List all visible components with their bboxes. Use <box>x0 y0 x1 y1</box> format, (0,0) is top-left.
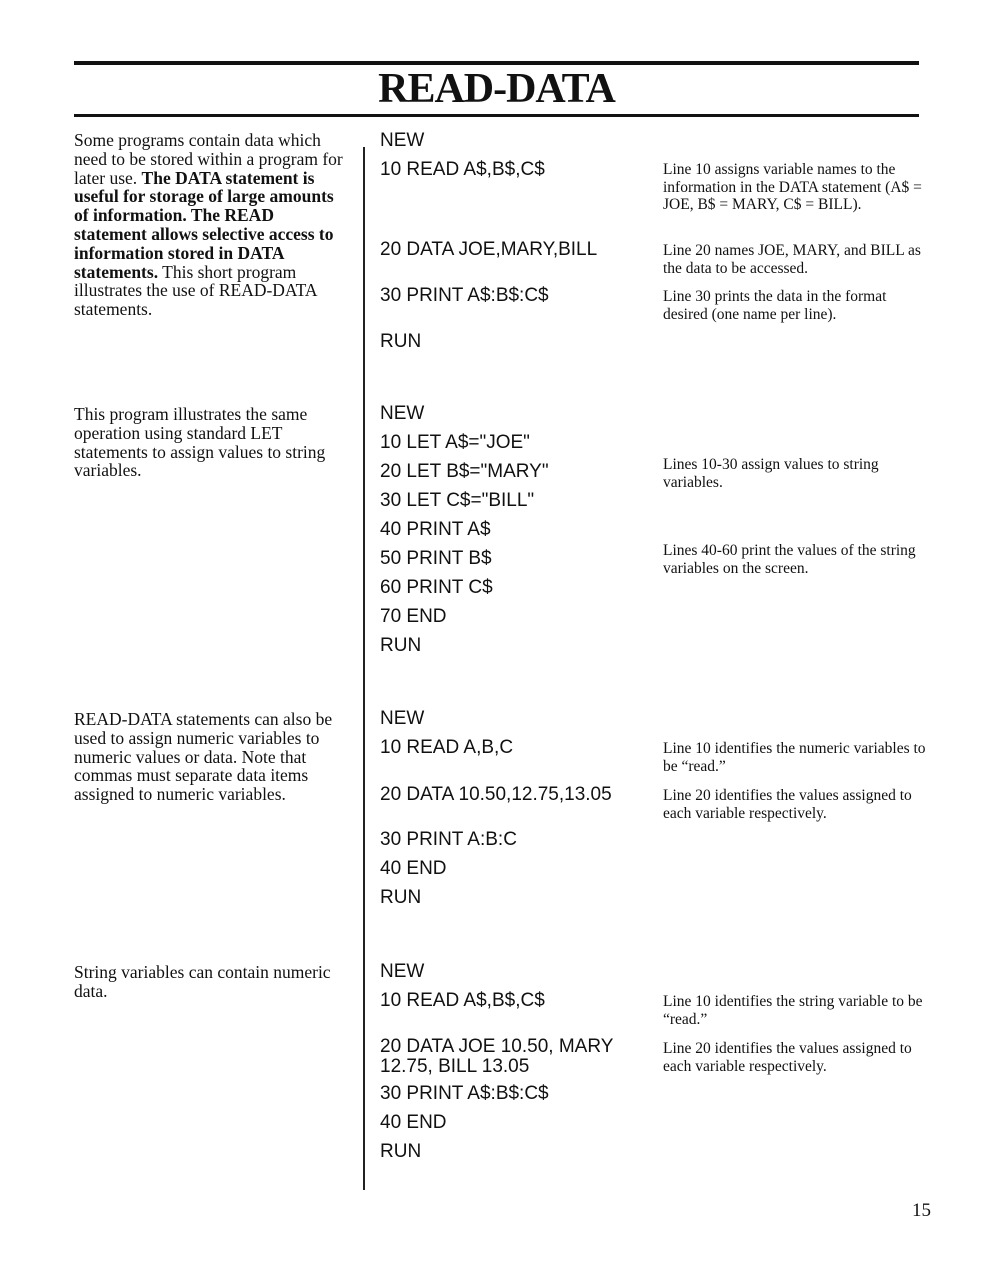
code-line: 20 DATA JOE,MARY,BILL <box>380 239 598 260</box>
section-2-description: This program illustrates the same operation using standard LET statements to assign values to string variables. <box>74 404 326 481</box>
code-line: 10 READ A$,B$,C$ <box>380 990 545 1011</box>
code-line: 30 PRINT A:B:C <box>380 829 517 850</box>
section-2-note: Lines 10-30 assign values to string variables. <box>663 456 879 491</box>
code-line: 70 END <box>380 606 447 627</box>
code-line: 10 READ A$,B$,C$ <box>380 159 545 180</box>
code-line: NEW <box>380 961 425 982</box>
code-line: 40 PRINT A$ <box>380 519 491 540</box>
page-number: 15 <box>912 1200 931 1221</box>
section-3-note: Line 20 identifies the values assigned to each variable respectively. <box>663 787 912 822</box>
code-line: RUN <box>380 887 422 908</box>
section-4-note: Line 20 identifies the values assigned to each variable respectively. <box>663 1040 912 1075</box>
code-line: 60 PRINT C$ <box>380 577 493 598</box>
header-bottom-rule <box>74 114 919 117</box>
code-line: 20 LET B$="MARY" <box>380 461 549 482</box>
code-line: 10 LET A$="JOE" <box>380 432 530 453</box>
section-1-note: Line 20 names JOE, MARY, and BILL as the data to be accessed. <box>663 242 921 277</box>
code-line: NEW <box>380 708 425 729</box>
section-1-text-intro: Some programs contain data which need to be stored within a program for later use. <box>74 130 343 188</box>
code-line: 20 DATA 10.50,12.75,13.05 <box>380 784 612 805</box>
code-line: 30 PRINT A$:B$:C$ <box>380 1083 549 1104</box>
section-1-text-bold: The DATA statement is useful for storage of large amounts of information. The READ statement allows selective access to information stored in DATA statements. <box>74 167 334 282</box>
code-line: NEW <box>380 403 425 424</box>
code-line: NEW <box>380 130 425 151</box>
code-line: 50 PRINT B$ <box>380 548 492 569</box>
section-1-note: Line 30 prints the data in the format desired (one name per line). <box>663 288 887 323</box>
code-line: 30 LET C$="BILL" <box>380 490 535 511</box>
code-line: RUN <box>380 1141 422 1162</box>
section-1-description <box>74 131 349 319</box>
section-4-note: Line 10 identifies the string variable to be “read.” <box>663 993 923 1028</box>
section-3-description: READ-DATA statements can also be used to assign numeric variables to numeric values or data. Note that commas must separate data items assigned to numeric variables. <box>74 709 333 805</box>
code-line: RUN <box>380 331 422 352</box>
section-3-note: Line 10 identifies the numeric variables to be “read.” <box>663 740 926 775</box>
code-line: 20 DATA JOE 10.50, MARY 12.75, BILL 13.05 <box>380 1036 614 1077</box>
page-title: READ-DATA <box>378 66 615 112</box>
code-line: 30 PRINT A$:B$:C$ <box>380 285 549 306</box>
section-1-note: Line 10 assigns variable names to the information in the DATA statement (A$ = JOE, B$ = MARY, C$ = BILL). <box>663 161 922 213</box>
section-4-description: String variables can contain numeric data. <box>74 962 331 1001</box>
code-line: RUN <box>380 635 422 656</box>
code-line: 40 END <box>380 1112 447 1133</box>
section-1-text-outro: This short program illustrates the use of READ-DATA statements. <box>74 261 317 320</box>
section-2-note: Lines 40-60 print the values of the string variables on the screen. <box>663 542 916 577</box>
code-line: 10 READ A,B,C <box>380 737 514 758</box>
code-line: 40 END <box>380 858 447 879</box>
column-divider <box>363 147 365 1190</box>
